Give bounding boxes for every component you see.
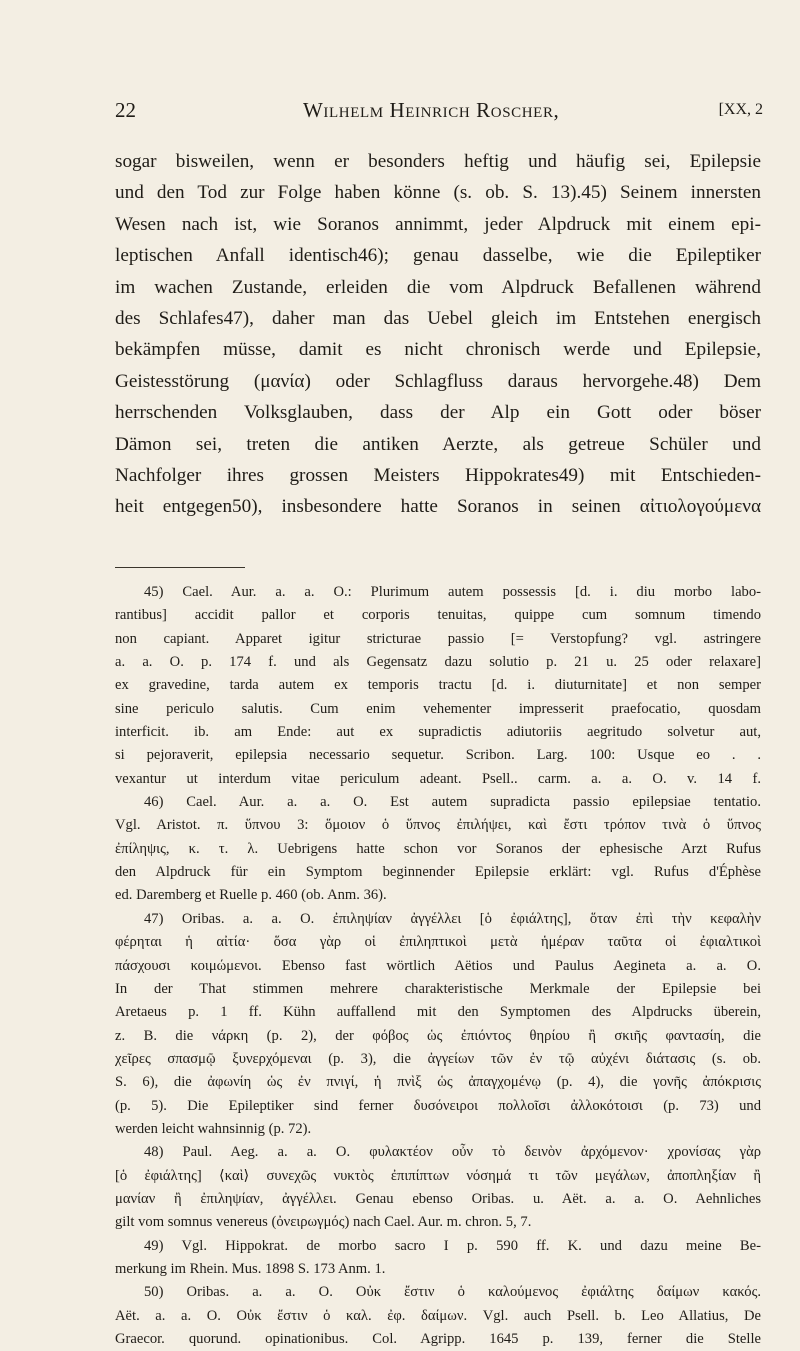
footnote-46-line: den Alpdruck für ein Symptom beginnender Epilepsie erklärt: vgl. Rufus d'Éphèse — [115, 864, 761, 881]
footnote-47-line: z. B. die νάρκη (p. 2), der φόβος ὡς ἐπιόντος θηρίου ἢ σκιῆς φαντασίη, die — [115, 1027, 761, 1044]
page-number: 22 — [115, 98, 136, 122]
body-line: und den Tod zur Folge haben könne (s. ob. S. 13).45) Seinem innersten — [115, 182, 761, 204]
footnote-47-line: werden leicht wahnsinnig (p. 72). — [115, 1120, 312, 1137]
footnote-48-line: μανίαν ἢ ἐπιληψίαν, ἀγγέλλει. Genau ebenso Oribas. u. Aët. a. a. O. Aehnliches — [115, 1190, 761, 1207]
body-line: des Schlafes47), daher man das Uebel gleich im Entstehen energisch — [115, 307, 761, 329]
body-line: Dämon sei, treten die antiken Aerzte, als getreue Schüler und — [115, 433, 761, 455]
footnote-45-line: vexantur ut interdum vitae periculum adeant. Psell.. carm. a. a. O. v. 14 f. — [115, 770, 761, 787]
body-line: Nachfolger ihres grossen Meisters Hippokrates49) mit Entschieden- — [115, 464, 761, 486]
running-header — [115, 98, 761, 128]
footnote-rule — [115, 567, 245, 568]
footnote-45-line: 45) Cael. Aur. a. a. O.: Plurimum autem possessis [d. i. diu morbo labo- — [144, 584, 761, 600]
body-line: im wachen Zustande, erleiden die vom Alpdruck Befallenen während — [115, 276, 761, 298]
footnote-50-line: Aët. a. a. O. Οὐκ ἔστιν ὁ καλ. ἐφ. δαίμων. Vgl. auch Psell. b. Leo Allatius, De — [115, 1307, 761, 1324]
footnote-49-line: merkung im Rhein. Mus. 1898 S. 173 Anm. 1. — [115, 1260, 386, 1277]
body-line: bekämpfen müsse, damit es nicht chronisch werde und Epilepsie, — [115, 339, 761, 361]
footnote-46-line: ed. Daremberg et Ruelle p. 460 (ob. Anm. 36). — [115, 887, 387, 904]
section-marker: [XX, 2 — [718, 101, 763, 118]
footnote-46-line: 46) Cael. Aur. a. a. O. Est autem supradicta passio epilepsiae tentatio. — [144, 794, 761, 811]
footnote-49-line: 49) Vgl. Hippokrat. de morbo sacro I p. 590 ff. K. und dazu meine Be- — [144, 1237, 761, 1254]
footnote-47-line: πάσχουσι κοιμώμενοι. Ebenso fast wörtlich Aëtios und Paulus Aegineta a. a. O. — [115, 957, 761, 974]
footnote-45-line: rantibus] accidit pallor et corporis tenuitas, quippe cum somnum timendo — [115, 607, 761, 624]
footnote-46-line: Vgl. Aristot. π. ὕπνου 3: ὅμοιον ὁ ὕπνος ἐπιλήψει, καὶ ἔστι τρόπον τινὰ ὁ ὕπνος — [115, 817, 761, 834]
running-title: Wilhelm Heinrich Roscher, — [303, 98, 560, 122]
footnote-47-line: (p. 5). Die Epileptiker sind ferner δυσόνειροι πολλοῖσι ἀλλοκότοισι (p. 73) und — [115, 1097, 761, 1114]
footnote-45-line: interficit. ib. am Ende: aut ex supradictis adiutoriis aegritudo solvetur aut, — [115, 724, 761, 741]
footnote-46-line: ἐπίληψις, κ. τ. λ. Uebrigens hatte schon vor Soranos der ephesische Arzt Rufus — [115, 840, 761, 857]
book-page — [115, 98, 763, 1347]
footnote-47-line: S. 6), die ἀφωνίη ὡς ἐν πνιγί, ἡ πνὶξ ὡς ἀπαγχομένῳ (p. 4), die γονῆς ἀπόκρισις — [115, 1074, 761, 1091]
main-text — [115, 146, 761, 523]
body-line: heit entgegen50), insbesondere hatte Soranos in seinen αἰτιολογούμενα — [115, 496, 761, 518]
body-line: Geistesstörung (μανία) oder Schlagfluss daraus hervorgehe.48) Dem — [115, 370, 761, 392]
footnotes — [115, 581, 761, 1351]
body-line: Wesen nach ist, wie Soranos annimmt, jeder Alpdruck mit einem epi- — [115, 213, 761, 235]
footnote-47-line: In der That stimmen mehrere charakteristische Merkmale der Epilepsie bei — [115, 980, 761, 997]
body-line: herrschenden Volksglauben, dass der Alp ein Gott oder böser — [115, 402, 761, 424]
footnote-48-line: [ὁ ἐφιάλτης] ⟨καὶ⟩ συνεχῶς νυκτὸς ἐπιπίπτων νόσημά τι τῶν μεγάλων, ἀποπληξίαν ἢ — [115, 1167, 761, 1184]
footnote-45-line: sine periculo salutis. Cum enim vehementer impresserit praefocatio, quosdam — [115, 700, 761, 717]
footnote-45-line: ex gravedine, tarda autem ex temporis tractu [d. i. diuturnitate] et non semper — [115, 677, 761, 694]
footnote-47-line: χεῖρες σπασμῷ ξυνερχόμεναι (p. 3), die ἀγγείων τῶν ἐν τῷ αὐχένι διάτασις (s. ob. — [115, 1050, 761, 1067]
footnote-50-line: 50) Oribas. a. a. O. Οὐκ ἔστιν ὁ καλούμενος ἐφιάλτης δαίμων κακός. — [144, 1284, 761, 1301]
body-line: sogar bisweilen, wenn er besonders heftig und häufig sei, Epilepsie — [115, 151, 761, 172]
footnote-50-line: Graecor. quorund. opinationibus. Col. Agripp. 1645 p. 139, ferner die Stelle — [115, 1331, 761, 1347]
footnote-47-line: 47) Oribas. a. a. O. ἐπιληψίαν ἀγγέλλει [ὁ ἐφιάλτης], ὅταν ἐπὶ τὴν κεφαλὴν — [144, 910, 761, 927]
footnote-45-line: si pejoraverit, epilepsia necessario sequetur. Scribon. Larg. 100: Usque eo . . — [115, 747, 761, 764]
footnote-47-line: Aretaeus p. 1 ff. Kühn auffallend mit den Symptomen des Alpdrucks überein, — [115, 1004, 761, 1021]
body-line: leptischen Anfall identisch46); genau dasselbe, wie die Epileptiker — [115, 245, 761, 267]
footnote-45-line: non capiant. Apparet igitur stricturae passio [= Verstopfung? vgl. astringere — [115, 630, 761, 647]
footnote-48-line: 48) Paul. Aeg. a. a. O. φυλακτέον οὖν τὸ δεινὸν ἀρχόμενον· χρονίσας γὰρ — [144, 1144, 761, 1161]
footnote-45-line: a. a. O. p. 174 f. und als Gegensatz dazu solutio p. 21 u. 25 oder relaxare] — [115, 654, 761, 671]
footnote-47-line: φέρηται ἡ αἰτία· ὅσα γὰρ οἱ ἐπιληπτικοὶ μετὰ ἡμέραν ταῦτα οἱ ἐφιαλτικοὶ — [115, 934, 761, 951]
footnote-48-line: gilt vom somnus venereus (ὀνειρωγμός) nach Cael. Aur. m. chron. 5, 7. — [115, 1214, 532, 1231]
